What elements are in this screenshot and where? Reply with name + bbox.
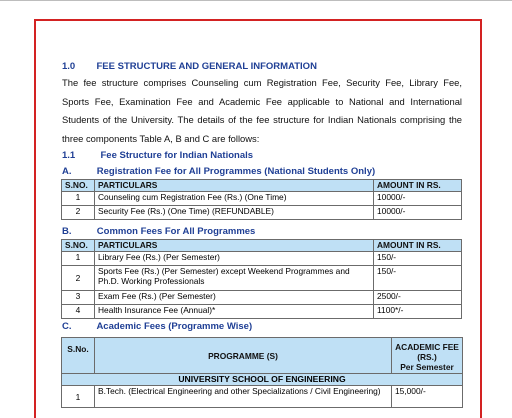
subsection-heading bbox=[62, 150, 253, 161]
subsection-number: 1.1 bbox=[62, 150, 76, 161]
table-cell: Counseling cum Registration Fee (Rs.) (One Time) bbox=[95, 192, 374, 206]
table-row bbox=[62, 386, 463, 408]
section-title: FEE STRUCTURE AND GENERAL INFORMATION bbox=[96, 61, 317, 72]
table-a-letter: A. bbox=[62, 166, 72, 177]
table-cell: 2 bbox=[62, 206, 95, 220]
table-cell: Security Fee (Rs.) (One Time) (REFUNDABLE) bbox=[95, 206, 374, 220]
table-cell: 2 bbox=[62, 266, 95, 291]
school-row-engineering: UNIVERSITY SCHOOL OF ENGINEERING bbox=[62, 374, 463, 386]
table-cell: 150/- bbox=[374, 266, 462, 291]
table-b-header-amount: AMOUNT IN RS. bbox=[374, 240, 462, 252]
table-b-letter: B. bbox=[62, 226, 72, 237]
table-cell: 15,000/- bbox=[392, 386, 463, 408]
table-cell: 1100*/- bbox=[374, 305, 462, 319]
table-cell: 150/- bbox=[374, 252, 462, 266]
table-c-header-programme: PROGRAMME (S) bbox=[95, 338, 392, 374]
table-cell: Health Insurance Fee (Annual)* bbox=[95, 305, 374, 319]
table-c-heading bbox=[62, 321, 252, 332]
table-cell: 1 bbox=[62, 252, 95, 266]
table-row bbox=[62, 266, 462, 291]
section-number: 1.0 bbox=[62, 61, 76, 72]
table-row bbox=[62, 206, 462, 220]
table-a-header-particulars: PARTICULARS bbox=[95, 180, 374, 192]
table-row bbox=[62, 192, 462, 206]
table-cell: 1 bbox=[62, 386, 95, 408]
table-c-header-fee-label: ACADEMIC FEE (RS.) bbox=[395, 341, 459, 362]
page-top-border bbox=[0, 0, 512, 1]
table-cell: 10000/- bbox=[374, 206, 462, 220]
table-b-title: Common Fees For All Programmes bbox=[96, 226, 256, 237]
table-a-header-amount: AMOUNT IN RS. bbox=[374, 180, 462, 192]
table-c-header-per-semester: Per Semester bbox=[400, 361, 454, 372]
table-row bbox=[62, 291, 462, 305]
table-a-header-sno: S.NO. bbox=[62, 180, 95, 192]
table-c-letter: C. bbox=[62, 321, 72, 332]
table-cell: 1 bbox=[62, 192, 95, 206]
table-a-title: Registration Fee for All Programmes (National Students Only) bbox=[96, 166, 376, 177]
table-cell: 2500/- bbox=[374, 291, 462, 305]
table-cell: B.Tech. (Electrical Engineering and other Specializations / Civil Engineering) bbox=[95, 386, 392, 408]
table-c-title: Academic Fees (Programme Wise) bbox=[96, 321, 253, 332]
table-c-header-fee bbox=[392, 338, 463, 374]
table-c-header-sno: S.No. bbox=[62, 338, 95, 374]
table-a bbox=[61, 179, 462, 220]
intro-paragraph: The fee structure comprises Counseling cum Registration Fee, Security Fee, Library Fee, Sports Fee, Examination Fee and Academic Fee applicable to National and International Students of the University. The details of the fee structure for Indian Nationals comprising the three components Table A, B and C are follows: bbox=[62, 77, 462, 144]
table-b bbox=[61, 239, 462, 319]
table-b-header-sno: S.NO. bbox=[62, 240, 95, 252]
table-b-header-particulars: PARTICULARS bbox=[95, 240, 374, 252]
table-a-heading bbox=[62, 166, 375, 177]
table-b-heading bbox=[62, 226, 255, 237]
table-row bbox=[62, 252, 462, 266]
table-cell: 10000/- bbox=[374, 192, 462, 206]
table-cell: Library Fee (Rs.) (Per Semester) bbox=[95, 252, 374, 266]
table-c bbox=[61, 337, 463, 408]
table-cell: Sports Fee (Rs.) (Per Semester) except Weekend Programmes and Ph.D. Working Professionals bbox=[95, 266, 374, 291]
subsection-title: Fee Structure for Indian Nationals bbox=[100, 150, 254, 161]
table-cell: Exam Fee (Rs.) (Per Semester) bbox=[95, 291, 374, 305]
section-heading bbox=[62, 61, 317, 72]
table-cell: 3 bbox=[62, 291, 95, 305]
table-row bbox=[62, 305, 462, 319]
table-cell: 4 bbox=[62, 305, 95, 319]
